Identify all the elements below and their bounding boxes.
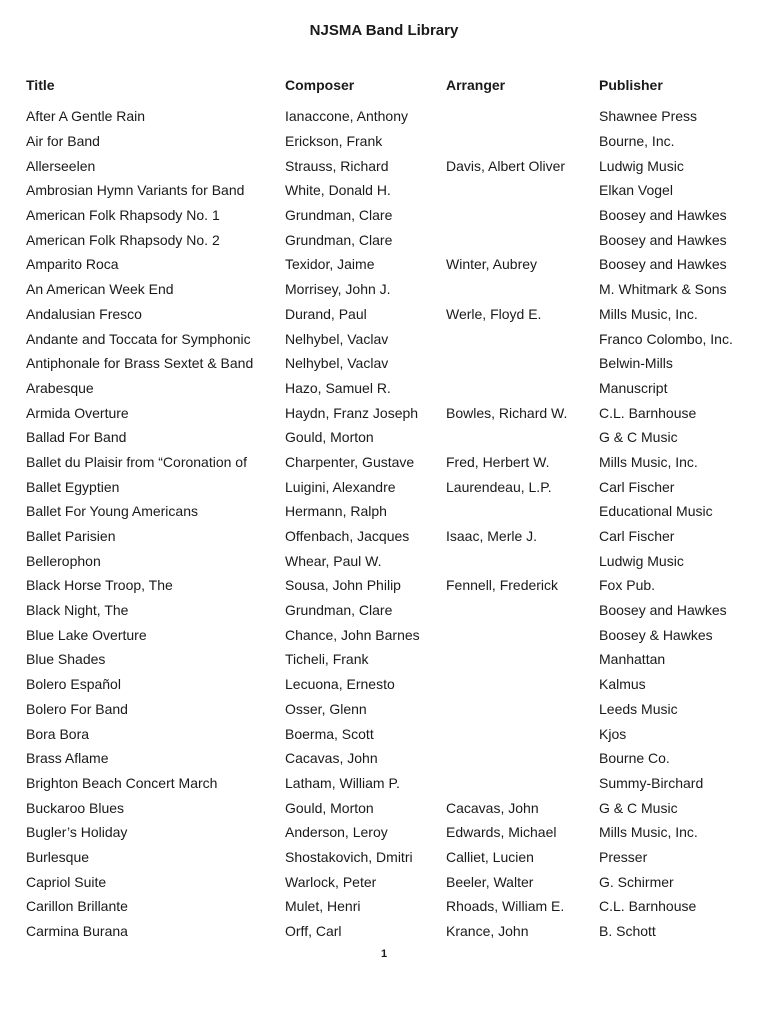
cell-composer: Strauss, Richard: [285, 157, 389, 174]
cell-title: Arabesque: [26, 379, 94, 396]
cell-publisher: Summy-Birchard: [599, 774, 704, 791]
cell-arranger: Beeler, Walter: [446, 873, 534, 890]
cell-title: Carmina Burana: [26, 923, 128, 940]
cell-composer: Anderson, Leroy: [285, 824, 388, 841]
table-row: [26, 474, 756, 499]
cell-arranger: [446, 721, 599, 746]
cell-arranger: Werle, Floyd E.: [446, 305, 542, 322]
cell-arranger: Laurendeau, L.P.: [446, 478, 552, 495]
cell-arranger: [446, 203, 599, 228]
cell-title: Armida Overture: [26, 404, 129, 421]
cell-composer: Mulet, Henri: [285, 898, 361, 915]
cell-composer: Whear, Paul W.: [285, 552, 382, 569]
table-row: [26, 351, 756, 376]
cell-title: Carillon Brillante: [26, 898, 128, 915]
cell-arranger: [446, 277, 599, 302]
cell-publisher: Fox Pub.: [599, 577, 656, 594]
cell-publisher: Carl Fischer: [599, 478, 675, 495]
cell-publisher: Manhattan: [599, 651, 666, 668]
cell-composer: Latham, William P.: [285, 774, 400, 791]
table-row: [26, 326, 756, 351]
page-title: NJSMA Band Library: [309, 22, 459, 39]
cell-arranger: Krance, John: [446, 923, 529, 940]
cell-arranger: Cacavas, John: [446, 799, 539, 816]
table-row: [26, 573, 756, 598]
cell-composer: Lecuona, Ernesto: [285, 676, 395, 693]
cell-publisher: Mills Music, Inc.: [599, 824, 698, 841]
cell-title: Ballad For Band: [26, 429, 127, 446]
table-row: [26, 721, 756, 746]
cell-composer: Erickson, Frank: [285, 133, 383, 150]
cell-composer: Nelhybel, Vaclav: [285, 355, 389, 372]
table-row: [26, 548, 756, 573]
cell-publisher: Franco Colombo, Inc.: [599, 330, 733, 347]
cell-composer: Ticheli, Frank: [285, 651, 369, 668]
cell-composer: Morrisey, John J.: [285, 281, 391, 298]
table-row: [26, 672, 756, 697]
column-header-title: Title: [26, 77, 55, 93]
cell-arranger: [446, 622, 599, 647]
cell-publisher: Ludwig Music: [599, 157, 684, 174]
cell-arranger: [446, 672, 599, 697]
cell-publisher: G & C Music: [599, 429, 678, 446]
table-body: [26, 104, 756, 943]
cell-title: Bugler’s Holiday: [26, 824, 128, 841]
cell-publisher: Presser: [599, 848, 648, 865]
cell-arranger: [446, 647, 599, 672]
cell-arranger: Isaac, Merle J.: [446, 528, 538, 545]
table-row: [26, 153, 756, 178]
cell-publisher: Bourne, Inc.: [599, 133, 675, 150]
cell-title: American Folk Rhapsody No. 1: [26, 207, 220, 224]
cell-publisher: Educational Music: [599, 503, 713, 520]
cell-title: Ballet Parisien: [26, 528, 116, 545]
cell-arranger: Fred, Herbert W.: [446, 453, 550, 470]
cell-composer: Boerma, Scott: [285, 725, 374, 742]
table-row: [26, 697, 756, 722]
cell-title: Blue Shades: [26, 651, 106, 668]
table-header: [26, 72, 756, 104]
cell-publisher: Boosey and Hawkes: [599, 602, 727, 619]
table-row: [26, 400, 756, 425]
cell-publisher: Elkan Vogel: [599, 182, 673, 199]
table-row: [26, 795, 756, 820]
cell-title: Black Night, The: [26, 602, 129, 619]
table-row: [26, 227, 756, 252]
cell-arranger: [446, 746, 599, 771]
table-row: [26, 104, 756, 129]
cell-title: Brass Aflame: [26, 750, 109, 767]
cell-composer: Nelhybel, Vaclav: [285, 330, 389, 347]
column-header-composer: Composer: [285, 77, 355, 93]
cell-arranger: [446, 771, 599, 796]
cell-composer: Texidor, Jaime: [285, 256, 375, 273]
table-row: [26, 450, 756, 475]
table-row: [26, 203, 756, 228]
cell-publisher: C.L. Barnhouse: [599, 898, 697, 915]
cell-title: Capriol Suite: [26, 873, 107, 890]
cell-composer: Gould, Morton: [285, 799, 374, 816]
cell-title: Burlesque: [26, 848, 90, 865]
cell-publisher: Mills Music, Inc.: [599, 305, 698, 322]
cell-title: Bolero For Band: [26, 700, 128, 717]
cell-composer: Osser, Glenn: [285, 700, 367, 717]
cell-publisher: Kjos: [599, 725, 627, 742]
cell-arranger: [446, 376, 599, 401]
cell-publisher: Shawnee Press: [599, 108, 698, 125]
cell-composer: Grundman, Clare: [285, 207, 393, 224]
table-row: [26, 598, 756, 623]
cell-publisher: B. Schott: [599, 923, 656, 940]
table-row: [26, 129, 756, 154]
table-row: [26, 845, 756, 870]
cell-composer: Durand, Paul: [285, 305, 367, 322]
cell-composer: Haydn, Franz Joseph: [285, 404, 419, 421]
cell-publisher: Mills Music, Inc.: [599, 453, 698, 470]
cell-publisher: Boosey and Hawkes: [599, 207, 727, 224]
cell-publisher: Boosey & Hawkes: [599, 626, 713, 643]
cell-arranger: [446, 326, 599, 351]
page-number: 1: [380, 948, 388, 960]
cell-composer: Luigini, Alexandre: [285, 478, 396, 495]
table-row: [26, 746, 756, 771]
cell-title: Andalusian Fresco: [26, 305, 142, 322]
cell-publisher: Leeds Music: [599, 700, 678, 717]
table-row: [26, 252, 756, 277]
table-row: [26, 302, 756, 327]
cell-composer: Hermann, Ralph: [285, 503, 387, 520]
cell-publisher: Manuscript: [599, 379, 668, 396]
cell-arranger: [446, 598, 599, 623]
cell-title: Bellerophon: [26, 552, 101, 569]
cell-composer: White, Donald H.: [285, 182, 391, 199]
cell-title: Ballet Egyptien: [26, 478, 120, 495]
cell-arranger: [446, 227, 599, 252]
table-row: [26, 622, 756, 647]
cell-title: Air for Band: [26, 133, 100, 150]
cell-arranger: Edwards, Michael: [446, 824, 557, 841]
column-header-publisher: Publisher: [599, 77, 663, 93]
cell-publisher: Boosey and Hawkes: [599, 231, 727, 248]
cell-title: An American Week End: [26, 281, 174, 298]
table-row: [26, 524, 756, 549]
cell-title: Bora Bora: [26, 725, 90, 742]
cell-title: Brighton Beach Concert March: [26, 774, 218, 791]
cell-title: Blue Lake Overture: [26, 626, 147, 643]
cell-composer: Charpenter, Gustave: [285, 453, 415, 470]
cell-arranger: Bowles, Richard W.: [446, 404, 568, 421]
cell-arranger: [446, 697, 599, 722]
table-row: [26, 178, 756, 203]
table-row: [26, 376, 756, 401]
cell-publisher: Kalmus: [599, 676, 646, 693]
cell-composer: Sousa, John Philip: [285, 577, 401, 594]
cell-title: Andante and Toccata for Symphonic: [26, 330, 251, 347]
header-row: [26, 72, 756, 98]
cell-title: Amparito Roca: [26, 256, 119, 273]
band-library-table: [26, 72, 756, 943]
cell-composer: Grundman, Clare: [285, 231, 393, 248]
cell-title: Antiphonale for Brass Sextet & Band: [26, 355, 254, 372]
table-row: [26, 277, 756, 302]
cell-title: American Folk Rhapsody No. 2: [26, 231, 220, 248]
table-row: [26, 647, 756, 672]
cell-publisher: Belwin-Mills: [599, 355, 673, 372]
cell-composer: Chance, John Barnes: [285, 626, 420, 643]
cell-publisher: Ludwig Music: [599, 552, 684, 569]
cell-arranger: Calliet, Lucien: [446, 848, 534, 865]
table-row: [26, 894, 756, 919]
cell-composer: Shostakovich, Dmitri: [285, 848, 413, 865]
cell-arranger: Winter, Aubrey: [446, 256, 538, 273]
cell-arranger: [446, 129, 599, 154]
cell-composer: Grundman, Clare: [285, 602, 393, 619]
cell-arranger: [446, 351, 599, 376]
cell-title: Bolero Español: [26, 676, 121, 693]
cell-publisher: Boosey and Hawkes: [599, 256, 727, 273]
cell-title: Ambrosian Hymn Variants for Band: [26, 182, 245, 199]
cell-publisher: G. Schirmer: [599, 873, 674, 890]
cell-composer: Orff, Carl: [285, 923, 342, 940]
cell-composer: Offenbach, Jacques: [285, 528, 410, 545]
cell-title: After A Gentle Rain: [26, 108, 146, 125]
cell-composer: Hazo, Samuel R.: [285, 379, 391, 396]
table-row: [26, 425, 756, 450]
cell-composer: Ianaccone, Anthony: [285, 108, 408, 125]
cell-title: Buckaroo Blues: [26, 799, 125, 816]
cell-publisher: Bourne Co.: [599, 750, 670, 767]
cell-title: Ballet For Young Americans: [26, 503, 198, 520]
table-row: [26, 820, 756, 845]
cell-arranger: Rhoads, William E.: [446, 898, 565, 915]
cell-title: Ballet du Plaisir from “Coronation of: [26, 453, 247, 470]
table-row: [26, 771, 756, 796]
cell-composer: Cacavas, John: [285, 750, 378, 767]
cell-title: Allerseelen: [26, 157, 96, 174]
cell-title: Black Horse Troop, The: [26, 577, 173, 594]
cell-arranger: Fennell, Frederick: [446, 577, 559, 594]
table-row: [26, 869, 756, 894]
cell-arranger: [446, 104, 599, 129]
column-header-arranger: Arranger: [446, 77, 506, 93]
cell-arranger: [446, 178, 599, 203]
cell-publisher: M. Whitmark & Sons: [599, 281, 727, 298]
cell-arranger: Davis, Albert Oliver: [446, 157, 566, 174]
table-row: [26, 499, 756, 524]
cell-publisher: C.L. Barnhouse: [599, 404, 697, 421]
table-row: [26, 919, 756, 944]
cell-composer: Warlock, Peter: [285, 873, 377, 890]
cell-arranger: [446, 425, 599, 450]
cell-arranger: [446, 548, 599, 573]
cell-publisher: G & C Music: [599, 799, 678, 816]
cell-composer: Gould, Morton: [285, 429, 374, 446]
cell-publisher: Carl Fischer: [599, 528, 675, 545]
cell-arranger: [446, 499, 599, 524]
